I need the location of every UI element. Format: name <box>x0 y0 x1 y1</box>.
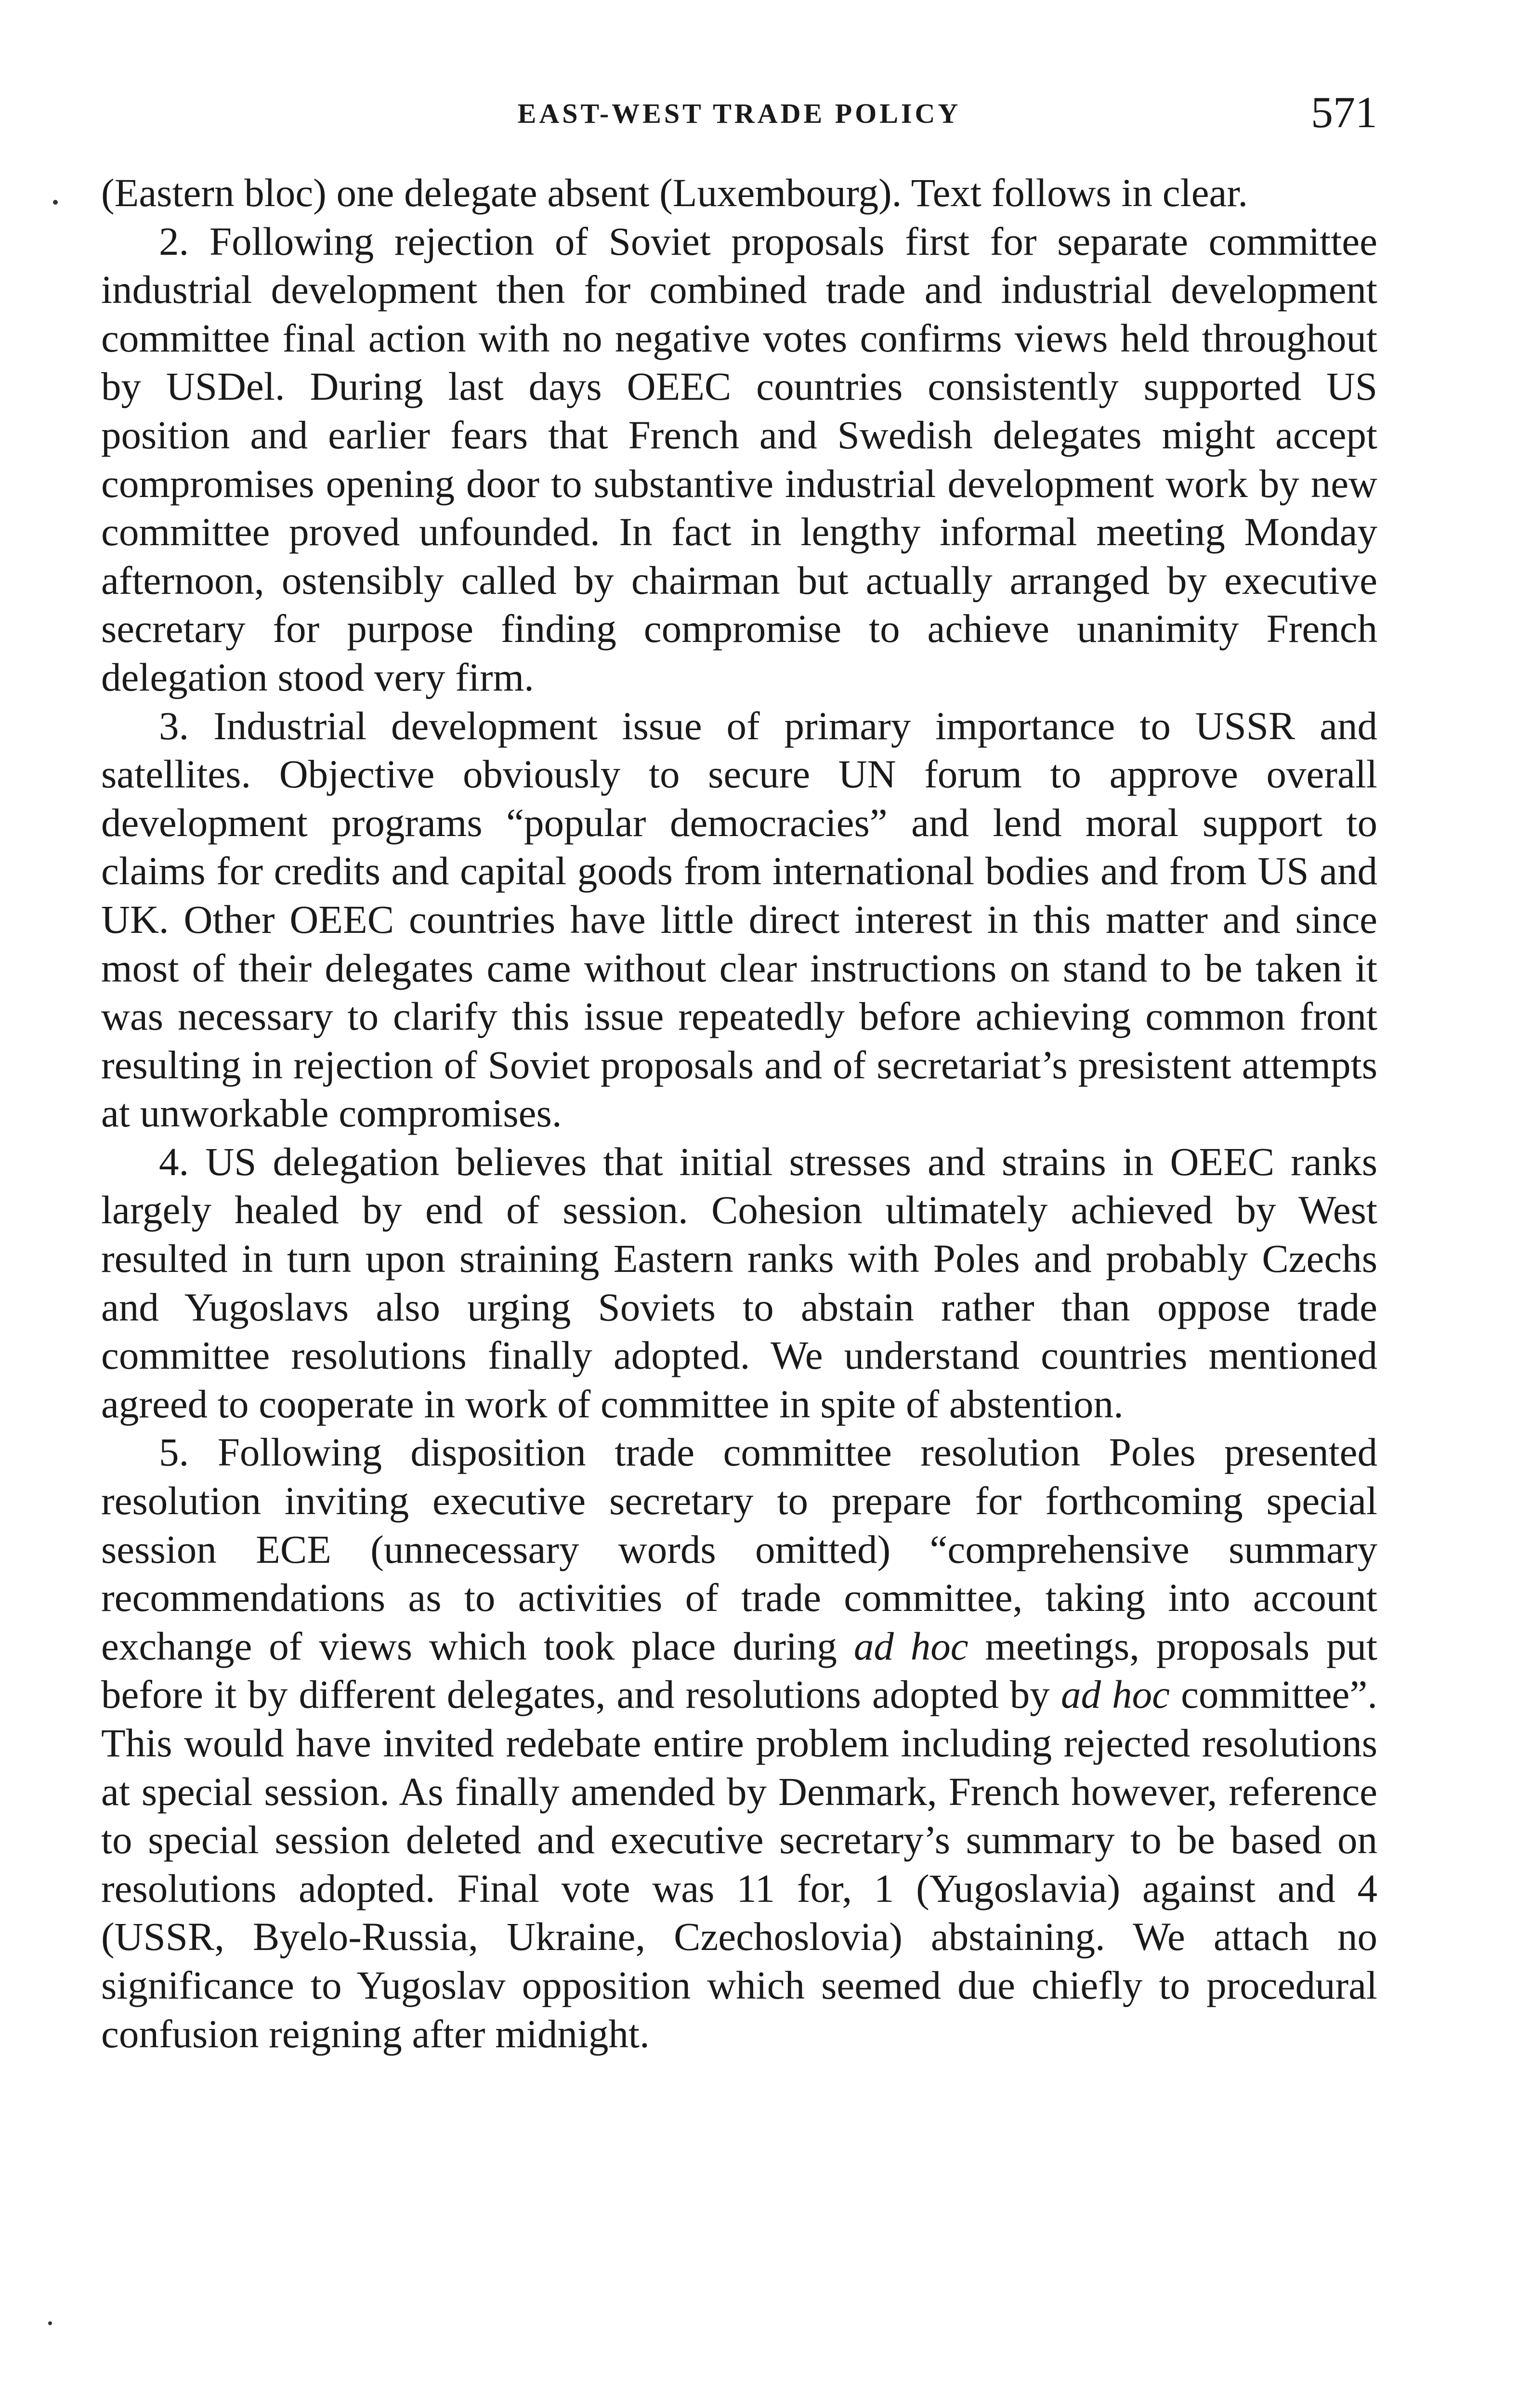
running-title: EAST-WEST TRADE POLICY <box>517 98 961 129</box>
paragraph-text: meetings, proposals put before it by different delegates, and resolutions adopted by <box>101 1623 1378 1717</box>
running-header <box>101 87 1377 144</box>
paragraph-text: 2. Following rejection of Soviet proposals first for separate committee industrial development then for combined trade and industrial development committee final action with no negative votes confirms views held throughout by USDel. During last days OEEC countries consistently supported US position and earlier fears that French and Swedish delegates might accept compromises opening door to substantive industrial development work by new committee proved unfounded. In fact in lengthy informal meeting Monday afternoon, ostensibly called by chairman but actually arranged by executive secretary for purpose finding compromise to achieve unanimity French delegation stood very firm. <box>101 219 1377 699</box>
paragraph-continued <box>101 169 1377 217</box>
page-number: 571 <box>1311 88 1377 137</box>
paragraph-4 <box>101 1138 1377 1428</box>
paragraph-5 <box>101 1428 1377 2058</box>
paragraph-3 <box>101 702 1377 1138</box>
italic-term: ad hoc <box>853 1623 968 1668</box>
paragraph-text: 4. US delegation believes that initial stresses and strains in OEEC ranks largely healed by end of session. Cohesion ultimately achieved by West resulted in turn upon straining Eastern ranks with Poles and probably Czechs and Yugoslavs also urging Soviets to abstain rather than oppose trade committee resolutions finally adopted. We understand countries mentioned agreed to cooperate in work of committee in spite of abstention. <box>101 1139 1377 1426</box>
margin-speck <box>53 200 58 205</box>
italic-term: ad hoc <box>1060 1672 1170 1717</box>
paragraph-text: committee”. This would have invited redebate entire problem including rejected resolutions at special session. As finally amended by Denmark, French however, reference to special session deleted and executive secretary’s summary to be based on resolutions adopted. Final vote was 11 for, 1 (Yugoslavia) against and 4 (USSR, Byelo-Russia, Ukraine, Czechoslovia) abstaining. We attach no significance to Yugoslav opposition which seemed due chiefly to procedural confusion reigning after midnight. <box>101 1672 1377 2056</box>
paragraph-2 <box>101 217 1377 702</box>
paragraph-text: 3. Industrial development issue of primary importance to USSR and satellites. Objective obviously to secure UN forum to approve overall development programs “popular democracies” and lend moral support to claims for credits and capital goods from international bodies and from US and UK. Other OEEC countries have little direct interest in this matter and since most of their delegates came without clear instructions on stand to be taken it was necessary to clarify this issue repeatedly before achieving common front resulting in rejection of Soviet proposals and of secretariat’s presistent attempts at unworkable compromises. <box>101 703 1377 1136</box>
body-text <box>101 169 1377 2058</box>
paragraph-text: 5. Following disposition trade committee resolution Poles presented resolution inviting executive secretary to prepare for forthcoming special session ECE (unnecessary words omitted) “comprehensive summary recommendations as to activities of trade committee, taking into account exchange of views which took place during <box>101 1430 1377 1668</box>
margin-speck <box>48 2321 52 2325</box>
paragraph-text: (Eastern bloc) one delegate absent (Luxembourg). Text follows in clear. <box>101 170 1248 215</box>
